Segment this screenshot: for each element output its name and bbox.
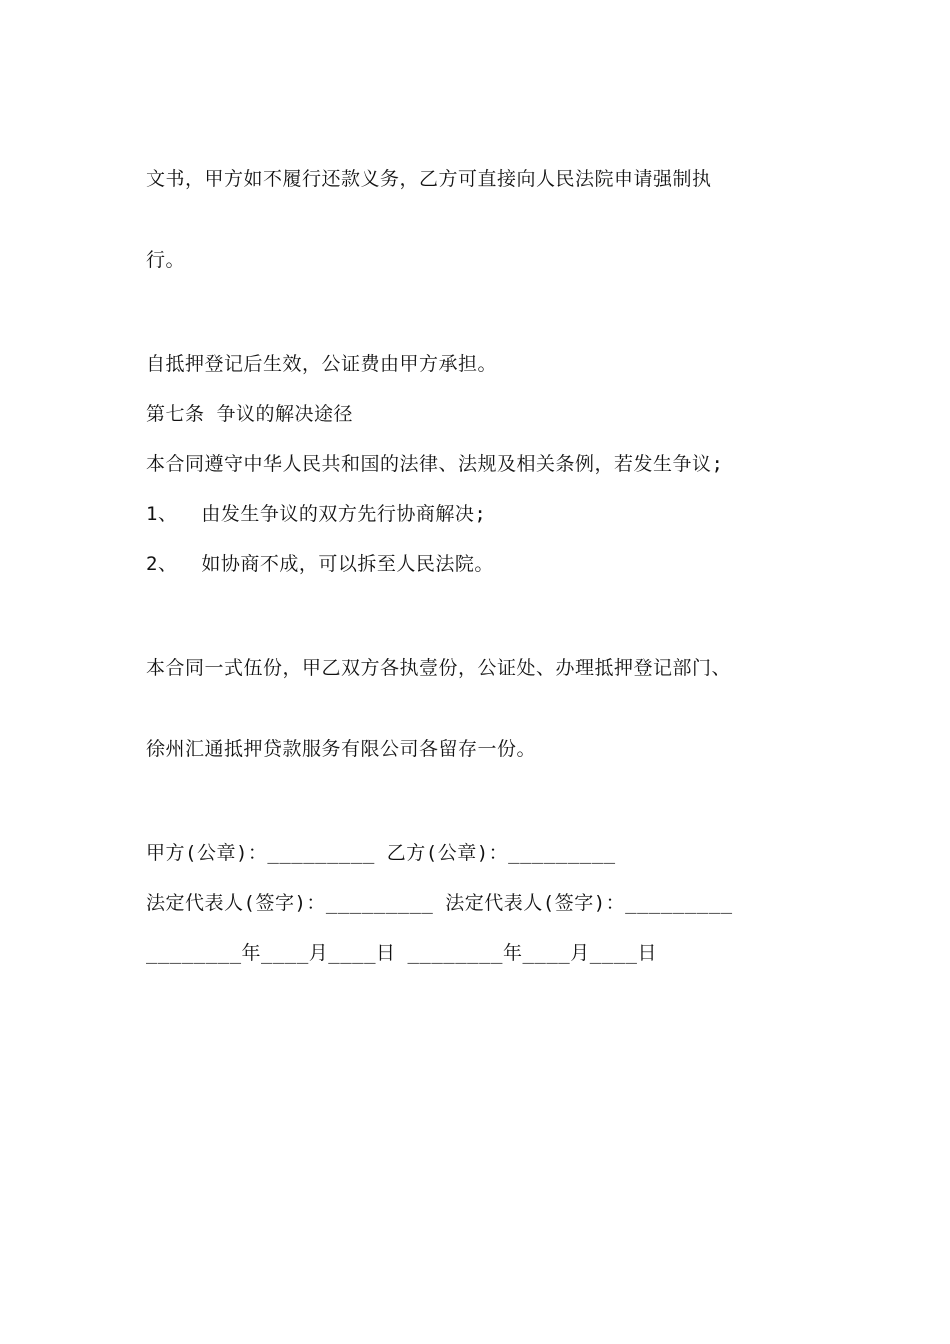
paragraph-line: 徐州汇通抵押贷款服务有限公司各留存一份。 <box>146 738 537 760</box>
paragraph-copies <box>146 601 806 817</box>
signature-representative-line: 法定代表人(签字)：_________ 法定代表人(签字)：_________ <box>146 892 733 914</box>
list-item-negotiation: 1、 由发生争议的双方先行协商解决; <box>146 503 487 525</box>
paragraph-line: 文书，甲方如不履行还款义务，乙方可直接向人民法院申请强制执 <box>146 168 712 190</box>
document-body <box>146 112 806 990</box>
paragraph-enforcement <box>146 112 806 328</box>
paragraph-notary-fee: 自抵押登记后生效，公证费由甲方承担。 <box>146 353 498 375</box>
list-item-court: 2、 如协商不成，可以拆至人民法院。 <box>146 553 494 575</box>
article-heading: 第七条 争议的解决途径 <box>146 403 353 425</box>
paragraph-line: 本合同一式伍份，甲乙双方各执壹份，公证处、办理抵押登记部门、 <box>146 657 732 679</box>
signature-seal-line: 甲方(公章)：_________ 乙方(公章)：_________ <box>146 842 616 864</box>
paragraph-line: 行。 <box>146 249 186 271</box>
signature-date-line: ________年____月____日 ________年____月____日 <box>146 942 657 964</box>
paragraph-governing-law: 本合同遵守中华人民共和国的法律、法规及相关条例，若发生争议; <box>146 453 724 475</box>
